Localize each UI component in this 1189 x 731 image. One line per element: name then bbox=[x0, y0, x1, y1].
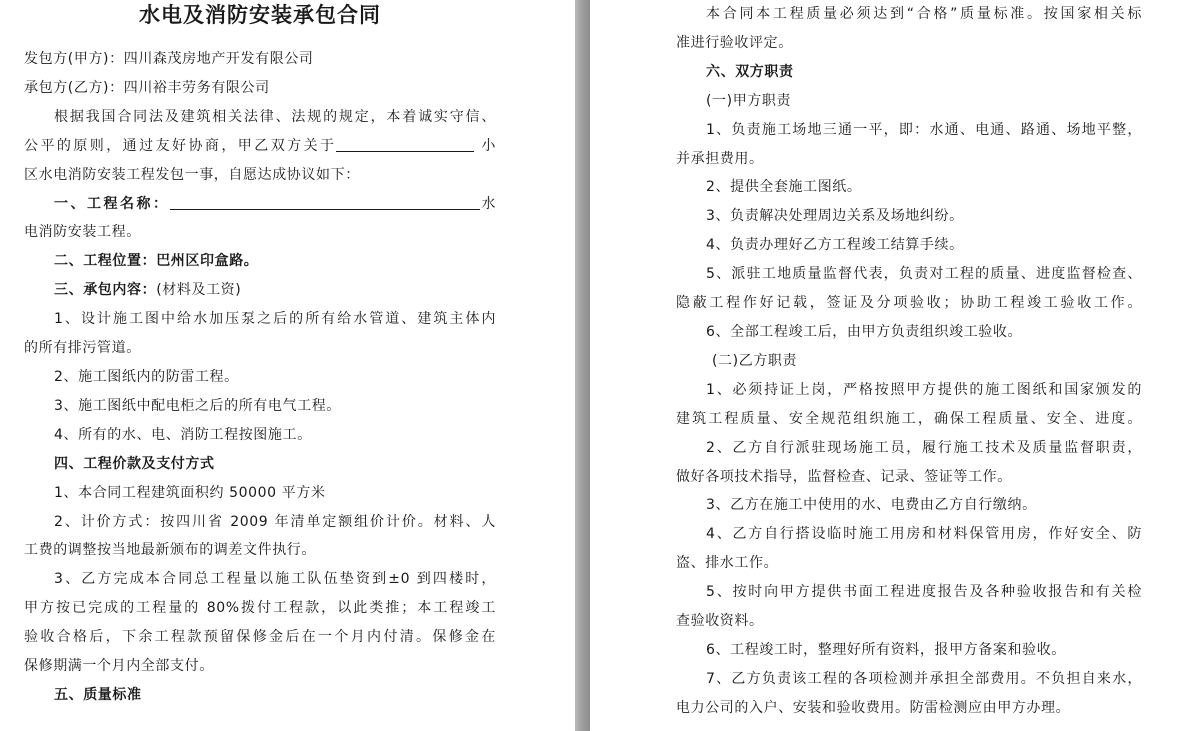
b-item-5b: 查验收资料。 bbox=[676, 613, 764, 630]
quality-line-1: 本合同本工程质量必须达到“合格”质量标准。按国家相关标 bbox=[706, 6, 1142, 22]
s3-item-1a: 1、设计施工图中给水加压泵之后的所有给水管道、建筑主体内 bbox=[54, 311, 496, 328]
section-4: 四、工程价款及支付方式 bbox=[54, 455, 215, 472]
s4-item-3a: 3、乙方完成本合同总工程量以施工队伍垫资到±0 到四楼时， bbox=[54, 571, 496, 588]
party-a: 发包方(甲方)：四川森茂房地产开发有限公司 bbox=[24, 51, 314, 67]
b-item-4b: 盗、排水工作。 bbox=[676, 555, 779, 572]
section-3-line bbox=[24, 276, 496, 305]
page-gutter bbox=[575, 0, 590, 731]
intro-line-2-text: 公平的原则，通过友好协商，甲乙双方关于 bbox=[24, 137, 337, 154]
b-item-5a: 5、按时向甲方提供书面工程进度报告及各种验收报告和有关检 bbox=[706, 584, 1142, 601]
s4-item-3d: 保修期满一个月内全部支付。 bbox=[24, 658, 214, 675]
section-1-cont: 电消防安装工程。 bbox=[24, 224, 141, 241]
a-item-2: 2、提供全套施工图纸。 bbox=[706, 179, 862, 196]
b-item-4a: 4、乙方自行搭设临时施工用房和材料保管用房，作好安全、防 bbox=[706, 526, 1142, 543]
b-item-2a: 2、乙方自行派驻现场施工员，履行施工技术及质量监督职责， bbox=[706, 439, 1142, 456]
document-page-right bbox=[590, 0, 1189, 731]
party-b: 承包方(乙方)：四川裕丰劳务有限公司 bbox=[24, 79, 270, 96]
b-item-7b: 电力公司的入户、安装和验收费用。防雷检测应由甲方办理。 bbox=[676, 699, 1071, 716]
b-item-7a: 7、乙方负责该工程的各项检测并承担全部费用。不负担自来水， bbox=[706, 670, 1142, 687]
contract-title: 水电及消防安装承包合同 bbox=[139, 3, 381, 27]
section-2: 二、工程位置：巴州区印盒路。 bbox=[54, 253, 259, 270]
a-item-5a: 5、派驻工地质量监督代表，负责对工程的质量、进度监督检查、 bbox=[706, 266, 1142, 283]
b-item-6: 6、工程竣工时，整理好所有资料，报甲方备案和验收。 bbox=[706, 641, 1066, 658]
s3-item-2: 2、施工图纸内的防雷工程。 bbox=[54, 368, 239, 385]
quality-line-2: 准进行验收评定。 bbox=[676, 34, 793, 51]
a-item-1a: 1、负责施工场地三通一平，即：水通、电通、路通、场地平整， bbox=[706, 121, 1142, 138]
party-a-duties-title: (一)甲方职责 bbox=[706, 92, 792, 109]
intro-line-2-tail: 小 bbox=[481, 137, 496, 154]
s4-item-2b: 工费的调整按当地最新颁布的调差文件执行。 bbox=[24, 542, 316, 559]
a-item-4: 4、负责办理好乙方工程竣工结算手续。 bbox=[706, 237, 964, 254]
a-item-3: 3、负责解决处理周边关系及场地纠纷。 bbox=[706, 208, 964, 225]
b-item-1b: 建筑工程质量、安全规范组织施工，确保工程质量、安全、进度。 bbox=[676, 410, 1142, 427]
document-page-left bbox=[0, 0, 575, 731]
section-1-label: 一、工程名称： bbox=[54, 195, 170, 212]
a-item-6: 6、全部工程竣工后，由甲方负责组织竣工验收。 bbox=[706, 323, 1023, 340]
intro-line-3: 区水电消防安装工程发包一事，自愿达成协议如下： bbox=[24, 166, 360, 183]
section-1-line bbox=[24, 190, 496, 219]
section-1-tail: 水 bbox=[479, 195, 496, 212]
b-item-2b: 做好各项技术指导，监督检查、记录、签证等工作。 bbox=[676, 468, 1012, 485]
section-3-note: (材料及工资) bbox=[156, 282, 242, 299]
b-item-3: 3、乙方在施工中使用的水、电费由乙方自行缴纳。 bbox=[706, 497, 1037, 514]
party-b-duties-title: (二)乙方职责 bbox=[712, 352, 798, 369]
s4-item-2a: 2、计价方式：按四川省 2009 年清单定额组价计价。材料、人 bbox=[54, 513, 496, 530]
s3-item-3: 3、施工图纸中配电柜之后的所有电气工程。 bbox=[54, 397, 341, 414]
intro-line-1: 根据我国合同法及建筑相关法律、法规的规定，本着诚实守信、 bbox=[54, 108, 496, 125]
intro-line-2 bbox=[24, 132, 496, 161]
community-name-blank bbox=[336, 136, 474, 152]
title-spacer bbox=[24, 29, 496, 45]
s4-item-3b: 甲方按已完成的工程量的 80%拨付工程款，以此类推；本工程竣工 bbox=[24, 600, 496, 617]
section-6: 六、双方职责 bbox=[706, 63, 794, 80]
s4-item-1: 1、本合同工程建筑面积约 50000 平方米 bbox=[54, 484, 326, 501]
page-left-content bbox=[24, 0, 496, 710]
section-3-label: 三、承包内容： bbox=[54, 282, 157, 299]
page-right-content bbox=[676, 0, 1142, 723]
a-item-1b: 并承担费用。 bbox=[676, 150, 764, 167]
section-5: 五、质量标准 bbox=[54, 686, 142, 703]
a-item-5b: 隐蔽工程作好记载，签证及分项验收；协助工程竣工验收工作。 bbox=[676, 295, 1142, 312]
s4-item-3c: 验收合格后，下余工程款预留保修金后在一个月内付清。保修金在 bbox=[24, 629, 496, 646]
s3-item-4: 4、所有的水、电、消防工程按图施工。 bbox=[54, 426, 312, 443]
s3-item-1b: 的所有排污管道。 bbox=[24, 340, 141, 357]
b-item-1a: 1、必须持证上岗，严格按照甲方提供的施工图纸和国家颁发的 bbox=[706, 381, 1142, 398]
project-name-blank bbox=[170, 194, 480, 210]
